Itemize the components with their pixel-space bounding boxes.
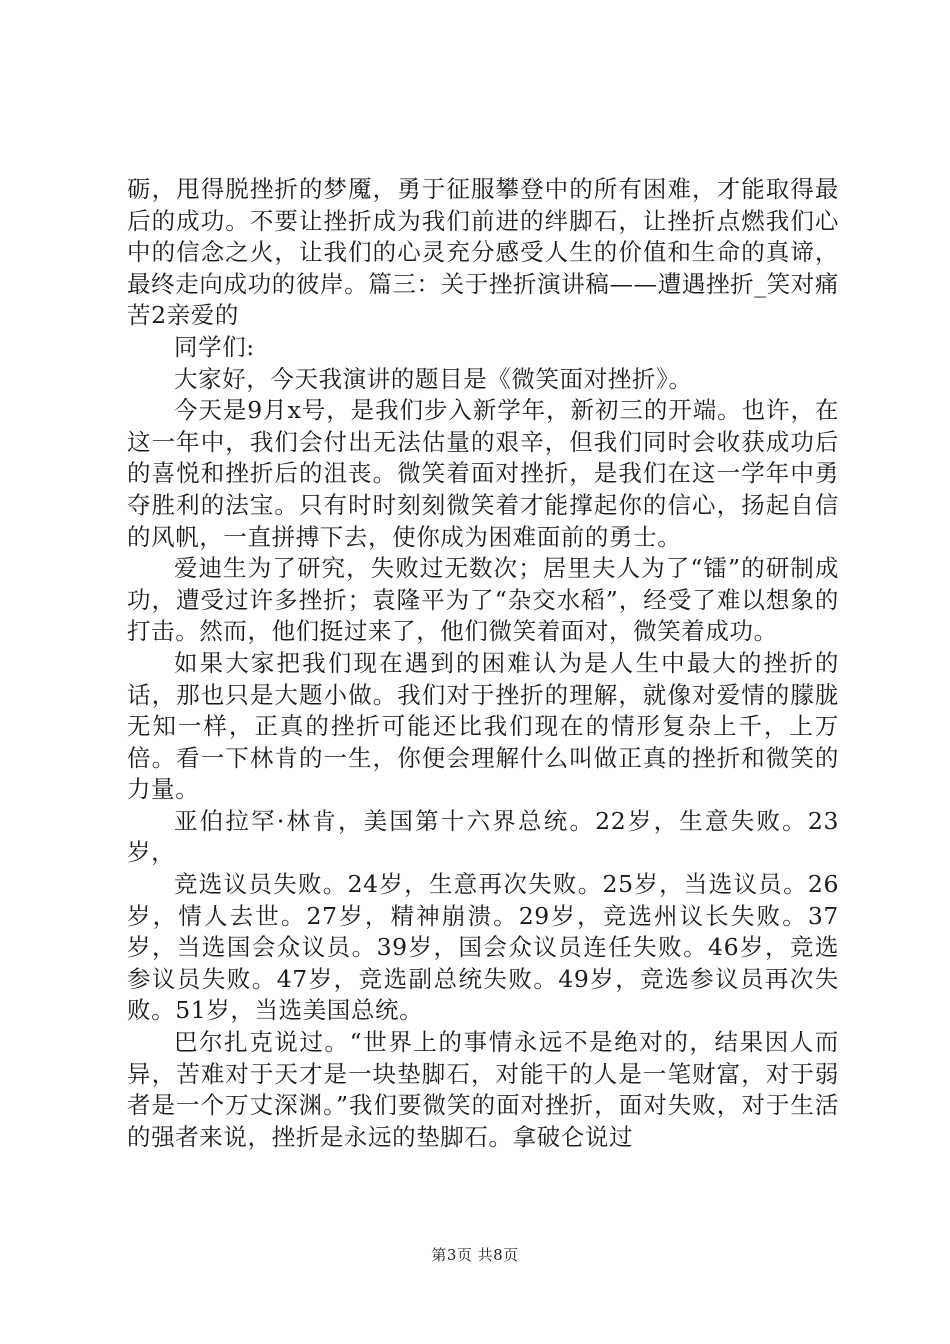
document-body	[127, 174, 839, 1153]
paragraph-5: 爱迪生为了研究，失败过无数次；居里夫人为了“镭”的研制成功，遭受过许多挫折；袁隆平为了“杂交水稻”，经受了难以想象的打击。然而，他们挺过来了，他们微笑着面对，微笑着成功。	[127, 554, 839, 646]
paragraph-8: 竞选议员失败。24岁，生意再次失败。25岁，当选议员。26岁，情人去世。27岁，精神崩溃。29岁，竞选州议长失败。37岁，当选国会众议员。39岁，国会众议员连任失败。46岁，竞选参议员失败。47岁，竞选副总统失败。49岁，竞选参议员再次失败。51岁，当选美国总统。	[127, 870, 839, 1025]
paragraph-1: 砺，甩得脱挫折的梦魇，勇于征服攀登中的所有困难，才能取得最后的成功。不要让挫折成为我们前进的绊脚石，让挫折点燃我们心中的信念之火，让我们的心灵充分感受人生的价值和生命的真谛，最终走向成功的彼岸。篇三：关于挫折演讲稿——遭遇挫折_笑对痛苦2亲爱的	[127, 175, 839, 330]
page-number-footer: 第3页 共8页	[431, 1246, 519, 1264]
paragraph-6: 如果大家把我们现在遇到的困难认为是人生中最大的挫折的话，那也只是大题小做。我们对于挫折的理解，就像对爱情的朦胧无知一样，正真的挫折可能还比我们现在的情形复杂上千，上万倍。看一下林肯的一生，你便会理解什么叫做正真的挫折和微笑的力量。	[127, 648, 839, 804]
paragraph-4: 今天是9月x号，是我们步入新学年，新初三的开端。也许，在这一年中，我们会付出无法估量的艰辛，但我们同时会收获成功后的喜悦和挫折后的沮丧。微笑着面对挫折，是我们在这一学年中勇夺胜利的法宝。只有时时刻刻微笑着才能撑起你的信心，扬起自信的风帆，一直拼搏下去，使你成为困难面前的勇士。	[127, 396, 839, 551]
paragraph-7: 亚伯拉罕·林肯，美国第十六界总统。22岁，生意失败。23岁，	[127, 806, 839, 867]
paragraph-3: 大家好，今天我演讲的题目是《微笑面对挫折》。	[174, 364, 693, 393]
paragraph-2: 同学们:	[174, 332, 255, 361]
paragraph-9: 巴尔扎克说过。“世界上的事情永远不是绝对的，结果因人而异，苦难对于天才是一块垫脚石，对能干的人是一笔财富，对于弱者是一个万丈深渊。”我们要微笑的面对挫折，面对失败，对于生活的强者来说，挫折是永远的垫脚石。拿破仑说过	[127, 1028, 839, 1151]
